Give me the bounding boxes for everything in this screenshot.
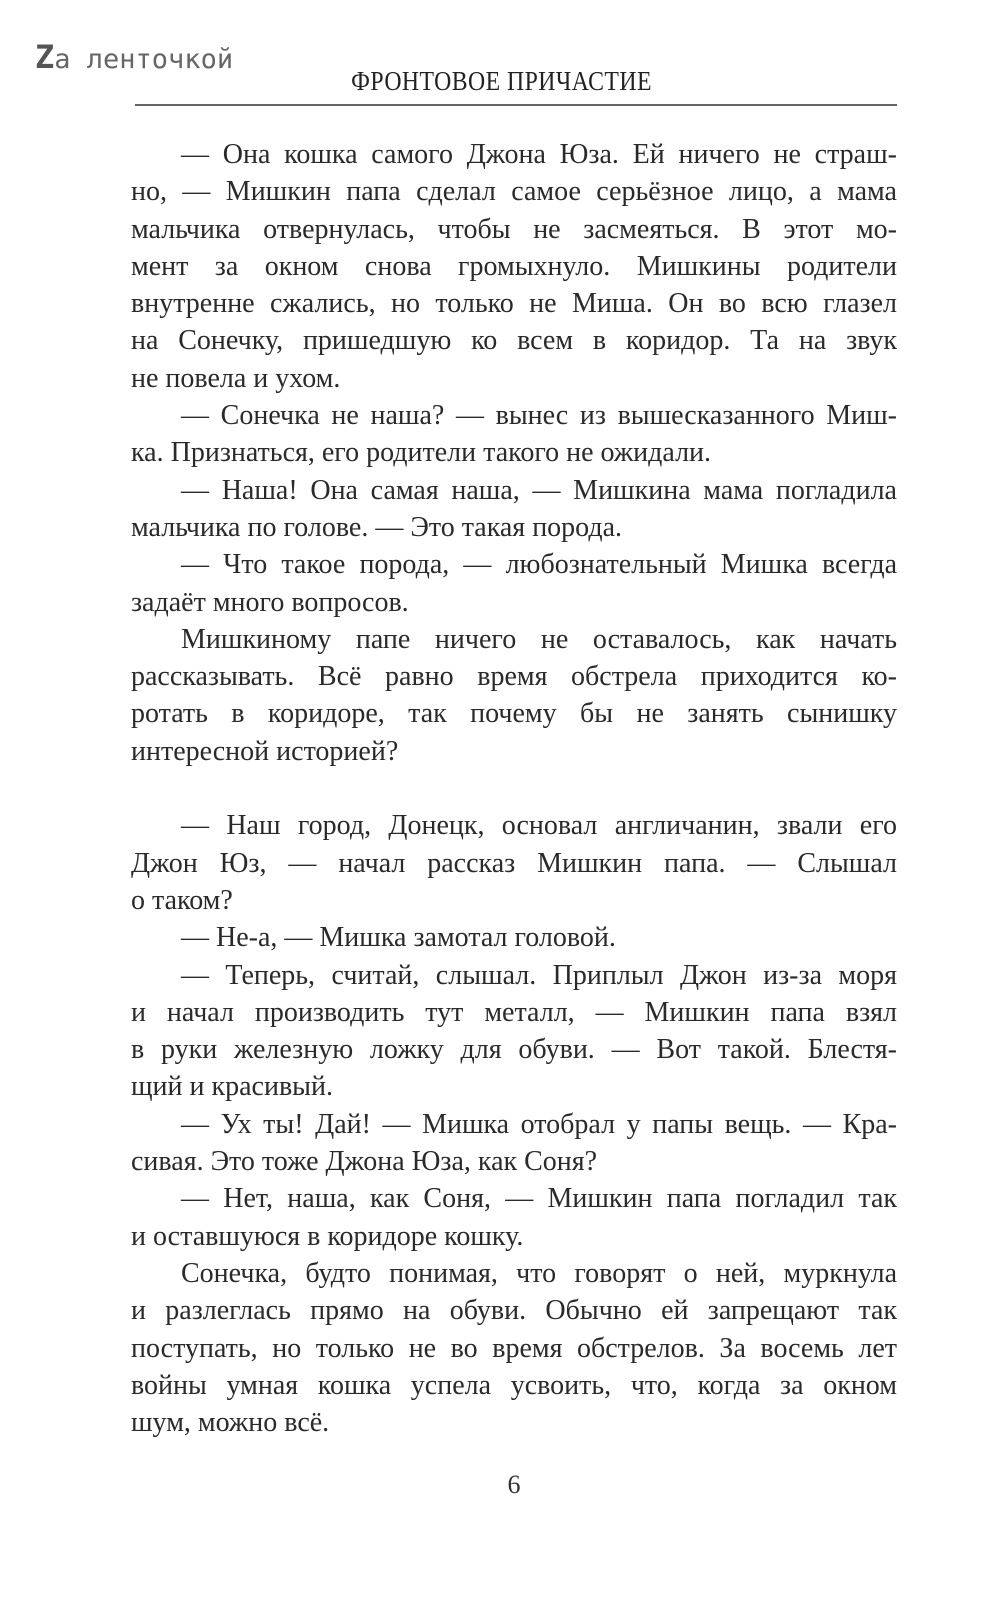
paragraph	[131, 546, 897, 621]
text-line: — Наш город, Донецк, основал англичанин, звали его	[181, 810, 897, 842]
text-line: рассказывать. Всё равно время обстрела приходится ко-	[131, 661, 897, 693]
paragraph	[131, 957, 897, 1106]
text-line: о таком?	[131, 884, 233, 916]
text-line: — Теперь, считай, слышал. Приплыл Джон из-за моря	[181, 959, 897, 991]
paragraph	[131, 807, 897, 919]
text-line: Джон Юз, — начал рассказ Мишкин папа. — Слышал	[131, 847, 897, 879]
paragraph	[131, 919, 897, 956]
text-line: мент за окном снова громыхнуло. Мишкины родители	[131, 250, 897, 282]
chapter-title: ФРОНТОВОЕ ПРИЧАСТИЕ	[351, 66, 652, 96]
text-line: Сонечка, будто понимая, что говорят о ней, муркнула	[181, 1257, 897, 1289]
text-line: задаёт много вопросов.	[131, 586, 409, 618]
paragraph	[131, 472, 897, 547]
paragraph	[131, 1180, 897, 1255]
text-line: щий и красивый.	[131, 1071, 333, 1103]
page-number: 6	[507, 1470, 521, 1499]
text-line: в руки железную ложку для обуви. — Вот такой. Блестя-	[131, 1034, 897, 1066]
text-line: и разлеглась прямо на обуви. Обычно ей запрещают так	[131, 1295, 897, 1327]
text-line: и начал производить тут металл, — Мишкин папа взял	[131, 996, 897, 1028]
text-line: мальчика по голове. — Это такая порода.	[131, 511, 623, 543]
paragraph	[131, 136, 897, 397]
header-divider	[135, 104, 897, 106]
section-break	[131, 770, 897, 807]
paragraph	[131, 397, 897, 472]
text-line: ка. Признаться, его родители такого не ожидали.	[131, 437, 712, 469]
text-line: сивая. Это тоже Джона Юза, как Соня?	[131, 1146, 598, 1178]
body-text	[131, 136, 897, 1441]
text-line: ротать в коридоре, так почему бы не занять сынишку	[131, 698, 897, 730]
text-line: — Нет, наша, как Соня, — Мишкин папа погладил так	[181, 1183, 897, 1215]
text-line: внутренне сжались, но только не Миша. Он во всю глазел	[131, 288, 897, 320]
paragraph	[131, 1255, 897, 1441]
text-line: интересной историей?	[131, 735, 399, 767]
text-line: — Не-а, — Мишка замотал головой.	[181, 922, 616, 954]
text-line: но, — Мишкин папа сделал самое серьёзное лицо, а мама	[131, 176, 897, 208]
text-line: — Сонечка не наша? — вынес из вышесказанного Миш-	[181, 400, 897, 432]
text-line: — Она кошка самого Джона Юза. Ей ничего не страш-	[181, 139, 897, 170]
text-line: мальчика отвернулась, чтобы не засмеяться. В этот мо-	[131, 213, 897, 245]
text-line: шум, можно всё.	[131, 1407, 330, 1439]
series-logo-text: а ленточкой	[54, 44, 234, 75]
text-line: — Наша! Она самая наша, — Мишкина мама погладила	[181, 474, 897, 506]
text-line: на Сонечку, пришедшую ко всем в коридор. Та на звук	[131, 325, 897, 357]
paragraph	[131, 621, 897, 770]
text-line: поступать, но только не во время обстрелов. За восемь лет	[131, 1332, 897, 1364]
text-line: и оставшуюся в коридоре кошку.	[131, 1220, 524, 1252]
blank-line	[131, 770, 897, 807]
text-line: — Ух ты! Дай! — Мишка отобрал у папы вещь. — Кра-	[181, 1108, 897, 1140]
text-line: Мишкиному папе ничего не оставалось, как начать	[181, 623, 897, 655]
series-logo-z: Z	[35, 38, 55, 76]
text-line: не повела и ухом.	[131, 362, 341, 394]
text-line: — Что такое порода, — любознательный Мишка всегда	[181, 549, 897, 581]
paragraph	[131, 1106, 897, 1181]
text-line: войны умная кошка успела усвоить, что, когда за окном	[131, 1369, 897, 1401]
